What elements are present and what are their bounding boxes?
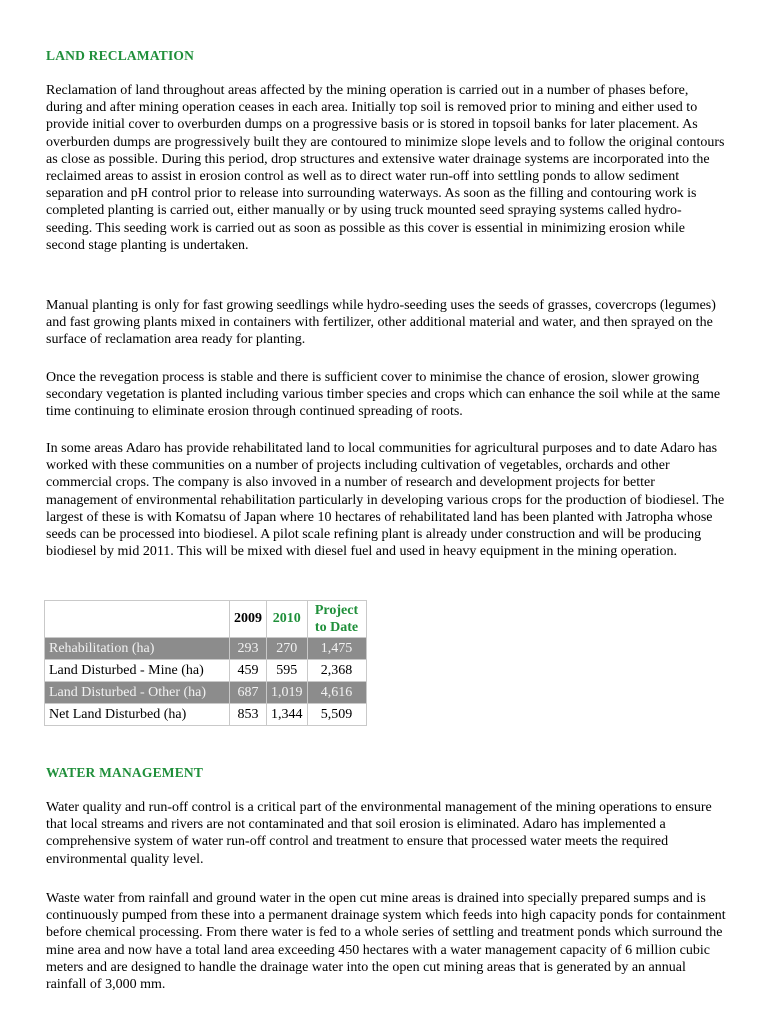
table-row	[45, 682, 367, 704]
cell-2010: 595	[267, 660, 308, 682]
table-row	[45, 638, 367, 660]
row-label: Land Disturbed - Mine (ha)	[45, 660, 230, 682]
table-header-2010: 2010	[267, 601, 308, 638]
cell-total: 4,616	[307, 682, 366, 704]
cell-2010: 270	[267, 638, 308, 660]
section-heading-water-management: WATER MANAGEMENT	[46, 765, 204, 780]
table-header-2009: 2009	[230, 601, 267, 638]
cell-2009: 293	[230, 638, 267, 660]
cell-2009: 853	[230, 704, 267, 726]
paragraph: Manual planting is only for fast growing seedlings while hydro-seeding uses the seeds of grasses, covercrops (legumes) and fast growing plants mixed in containers with fertilizer, other additional material and water, and then sprayed on the surface of reclamation area ready for planting.	[46, 298, 716, 348]
row-label: Rehabilitation (ha)	[45, 638, 230, 660]
cell-2010: 1,344	[267, 704, 308, 726]
paragraph: Water quality and run-off control is a critical part of the environmental management of the mining operations to ensure that local streams and rivers are not contaminated and that soil erosion is eliminated. Adaro has implemented a comprehensive system of water run-off control and treatment to ensure that processed water meets the required environmental quality level.	[46, 800, 712, 867]
cell-2009: 459	[230, 660, 267, 682]
table-header-row	[45, 601, 367, 638]
paragraph: Waste water from rainfall and ground water in the open cut mine areas is drained into specially prepared sumps and is continuously pumped from these into a permanent drainage system which feeds into high capacity ponds for containment before chemical processing. From there water is fed to a whole series of settling and treatment ponds which surround the mine area and now have a total land area exceeding 450 hectares with a water management capacity of 6 million cubic meters and are designed to handle the drainage water into the open cut mining areas that is generated by an annual rainfall of 3,000 mm.	[46, 891, 726, 993]
table-row	[45, 660, 367, 682]
paragraph: Once the revegation process is stable and there is sufficient cover to minimise the chance of erosion, slower growing secondary vegetation is planted including various timber species and crops which can enhance the soil while at the same time continuing to eliminate erosion through continued spreading of roots.	[46, 370, 721, 420]
cell-total: 1,475	[307, 638, 366, 660]
paragraph: In some areas Adaro has provide rehabilitated land to local communities for agricultural purposes and to date Adaro has worked with these communities on a number of projects including cultivation of vegetables, orchards and other commercial crops. The company is also invoved in a number of research and development projects for better management of environmental rehabilitation particularly in developing various crops for the production of biodiesel. The largest of these is with Komatsu of Japan where 10 hectares of rehabilitated land has been planted with Jatropha whose seeds can be processed into biodiesel. A pilot scale refining plant is already under construction and will be producing biodiesel by mid 2011. This will be mixed with diesel fuel and used in heavy equipment in the mining operation.	[46, 441, 725, 560]
cell-total: 5,509	[307, 704, 366, 726]
land-statistics-table	[44, 600, 367, 726]
cell-total: 2,368	[307, 660, 366, 682]
paragraph: Reclamation of land throughout areas affected by the mining operation is carried out in a number of phases before, during and after mining operation ceases in each area. Initially top soil is removed prior to mining and either used to provide initial cover to overburden dumps on a progressive basis or is stored in topsoil banks for later placement. As overburden dumps are progressively built they are contoured to minimize slope levels and to follow the original contours as close as possible. During this period, drop structures and extensive water drainage systems are incorporated into the reclaimed areas to assist in erosion control as well as to direct water run-off into settling ponds to allow sediment separation and pH control prior to release into surrounding waterways. As soon as the filling and contouring work is completed planting is carried out, either manually or by using truck mounted seed spraying systems called hydro-seeding. This seeding work is carried out as soon as possible as this cover is essential in minimizing erosion while second stage planting is undertaken.	[46, 83, 725, 253]
table-header-blank	[45, 601, 230, 638]
table-header-project-to-date: Project to Date	[307, 601, 366, 638]
row-label: Land Disturbed - Other (ha)	[45, 682, 230, 704]
cell-2009: 687	[230, 682, 267, 704]
section-heading-land-reclamation: LAND RECLAMATION	[46, 48, 195, 63]
table-row	[45, 704, 367, 726]
cell-2010: 1,019	[267, 682, 308, 704]
row-label: Net Land Disturbed (ha)	[45, 704, 230, 726]
